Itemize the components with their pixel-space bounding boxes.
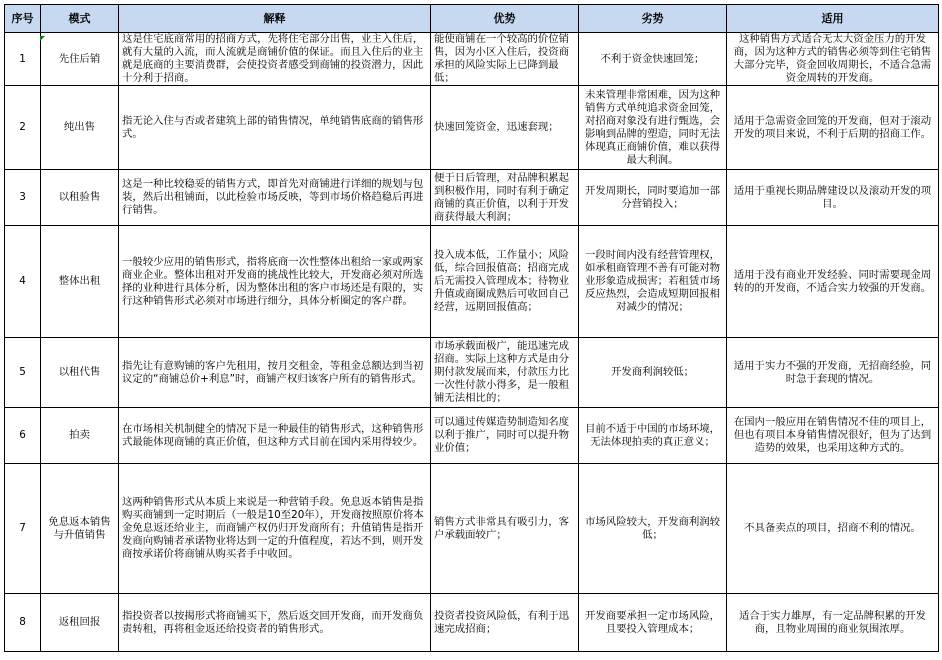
cell-advantage[interactable]: 快速回笼资金，迅速套现； [431,86,579,170]
cell-explain[interactable]: 这两种销售形式从本质上来说是一种营销手段。免息返本销售是指购买商铺到一定时期后（一般是10至20年），开发商按照原价将本金免息返还给业主，而商铺产权仍归开发商所有；升值销售是指开发商向购铺者承诺物业将达到一定的升值程度，若达不到，则开发商按承诺价将商铺从购买者手中收回。 [119,464,431,594]
table-row [5,594,939,652]
header-mode[interactable]: 模式 [41,5,119,33]
cell-disadvantage[interactable]: 未来管理非常困难，因为这种销售方式单纯追求资金回笼，对招商对象没有进行甄选，会影响到品牌的塑造，同时无法体现真正商铺价值，难以获得最大利润。 [579,86,727,170]
cell-mode[interactable]: 免息返本销售与升值销售 [41,464,119,594]
table-row [5,464,939,594]
cell-index[interactable]: 4 [5,226,41,338]
table-row [5,226,939,338]
cell-explain[interactable]: 这是一种比较稳妥的销售方式，即首先对商铺进行详细的规划与包装，然后出租铺面，以此检验市场反映，等到市场价格趋稳后再进行销售。 [119,170,431,226]
cell-mode[interactable]: 返租回报 [41,594,119,652]
cell-explain[interactable]: 这是住宅底商常用的招商方式，先将住宅部分出售，业主入住后，就有大量的入流，而人流就是商铺价值的保证。而且入住后的业主就是底商的主要消费群，会使投资者感受到商铺的投资潜力，因此十分利于招商。 [119,33,431,86]
cell-disadvantage[interactable]: 开发商要承担一定市场风险，且要投入管理成本； [579,594,727,652]
cell-index[interactable]: 8 [5,594,41,652]
cell-mode[interactable]: 以租验售 [41,170,119,226]
cell-applicable[interactable]: 适合于实力雄厚，有一定品牌积累的开发商，且物业周围的商业氛围浓厚。 [727,594,939,652]
cell-advantage[interactable]: 可以通过传媒造势制造知名度以利于推广，同时可以提升物业价值； [431,408,579,464]
cell-index[interactable]: 2 [5,86,41,170]
cell-explain[interactable]: 指先让有意购铺的客户先租用，按月交租金，等租金总额达到当初议定的“商铺总价+利息”时，商铺产权归该客户所有的销售形式。 [119,338,431,408]
cell-applicable[interactable]: 这种销售方式适合无太大资金压力的开发商，因为这种方式的销售必须等到住宅销售大部分完毕，资金回收周期长，不适合急需资金周转的开发商。 [727,33,939,86]
cell-applicable[interactable]: 在国内一般应用在销售情况不佳的项目上，但也有项目本身销售情况很好，但为了达到造势的效果，也采用这种方式的。 [727,408,939,464]
table-row [5,338,939,408]
cell-applicable[interactable]: 适用于没有商业开发经验、同时需要现金周转的的开发商，不适合实力较强的开发商。 [727,226,939,338]
header-disadvantage[interactable]: 劣势 [579,5,727,33]
cell-disadvantage[interactable]: 目前不适于中国的市场环境，无法体现拍卖的真正意义； [579,408,727,464]
header-applicable[interactable]: 适用 [727,5,939,33]
cell-disadvantage[interactable]: 不利于资金快速回笼； [579,33,727,86]
cell-explain[interactable]: 指投资者以按揭形式将商铺买下，然后返交回开发商，而开发商负责转租，再将租金返还给投资者的销售形式。 [119,594,431,652]
cell-advantage[interactable]: 投资者投资风险低，有利于迅速完成招商； [431,594,579,652]
cell-applicable[interactable]: 适用于重视长期品牌建设以及滚动开发的项目。 [727,170,939,226]
cell-advantage[interactable]: 能使商铺在一个较高的价位销售，因为小区入住后，投资商承担的风险实际上已降到最低； [431,33,579,86]
header-explain[interactable]: 解释 [119,5,431,33]
header-index[interactable]: 序号 [5,5,41,33]
cell-applicable[interactable]: 不具备卖点的项目，招商不利的情况。 [727,464,939,594]
cell-disadvantage[interactable]: 开发周期长，同时要追加一部分营销投入； [579,170,727,226]
cell-disadvantage[interactable]: 一段时间内没有经营管理权，如承租商管理不善有可能对物业形象造成损害；若租赁市场反应热烈，会造成短期回报相对减少的情况； [579,226,727,338]
cell-mode[interactable]: 以租代售 [41,338,119,408]
cell-mode[interactable]: 整体出租 [41,226,119,338]
comment-indicator-icon [40,36,45,41]
header-advantage[interactable]: 优势 [431,5,579,33]
cell-index[interactable]: 6 [5,408,41,464]
cell-disadvantage[interactable]: 市场风险较大，开发商利润较低； [579,464,727,594]
cell-mode[interactable]: 先住后销 [41,33,119,86]
cell-explain[interactable]: 在市场相关机制健全的情况下是一种最佳的销售形式，这种销售形式最能体现商铺的真正价值，但这种方式目前在国内采用得较少。 [119,408,431,464]
table-row [5,33,939,86]
cell-applicable[interactable]: 适用于急需资金回笼的开发商，但对于滚动开发的项目来说，不利于后期的招商工作。 [727,86,939,170]
cell-advantage[interactable]: 便于日后管理，对品牌积累起到积极作用，同时有利于确定商铺的真正价值，以利于开发商获得最大利润； [431,170,579,226]
cell-advantage[interactable]: 销售方式非常具有吸引力，客户承载面较广； [431,464,579,594]
header-row [5,5,939,33]
sales-mode-table [4,4,939,652]
cell-mode[interactable]: 拍卖 [41,408,119,464]
cell-explain[interactable]: 一般较少应用的销售形式，指将底商一次性整体出租给一家或两家商业企业。整体出租对开发商的挑战性比较大，开发商必须对所选择的业种进行具体分析，因为整体出租的客户市场还是有限的，实行这种销售形式必须对市场进行细分，具体分析圈定的客户群。 [119,226,431,338]
cell-index[interactable]: 5 [5,338,41,408]
table-row [5,408,939,464]
cell-explain[interactable]: 指无论入住与否或者建筑上部的销售情况，单纯销售底商的销售形式。 [119,86,431,170]
cell-disadvantage[interactable]: 开发商利润较低； [579,338,727,408]
table-row [5,170,939,226]
cell-index[interactable]: 7 [5,464,41,594]
cell-applicable[interactable]: 适用于实力不强的开发商，无招商经验，同时急于套现的情况。 [727,338,939,408]
cell-index[interactable]: 1 [5,33,41,86]
cell-index[interactable]: 3 [5,170,41,226]
cell-mode[interactable]: 纯出售 [41,86,119,170]
cell-advantage[interactable]: 投入成本低，工作量小；风险低，综合回报值高；招商完成后无需投入管理成本；待物业升值或商圈成熟后可收回自己经营，远期回报值高； [431,226,579,338]
cell-advantage[interactable]: 市场承载面极广，能迅速完成招商。实际上这种方式是由分期付款发展而来，付款压力比一次性付款小得多，是一般租铺无法相比的； [431,338,579,408]
table-row [5,86,939,170]
